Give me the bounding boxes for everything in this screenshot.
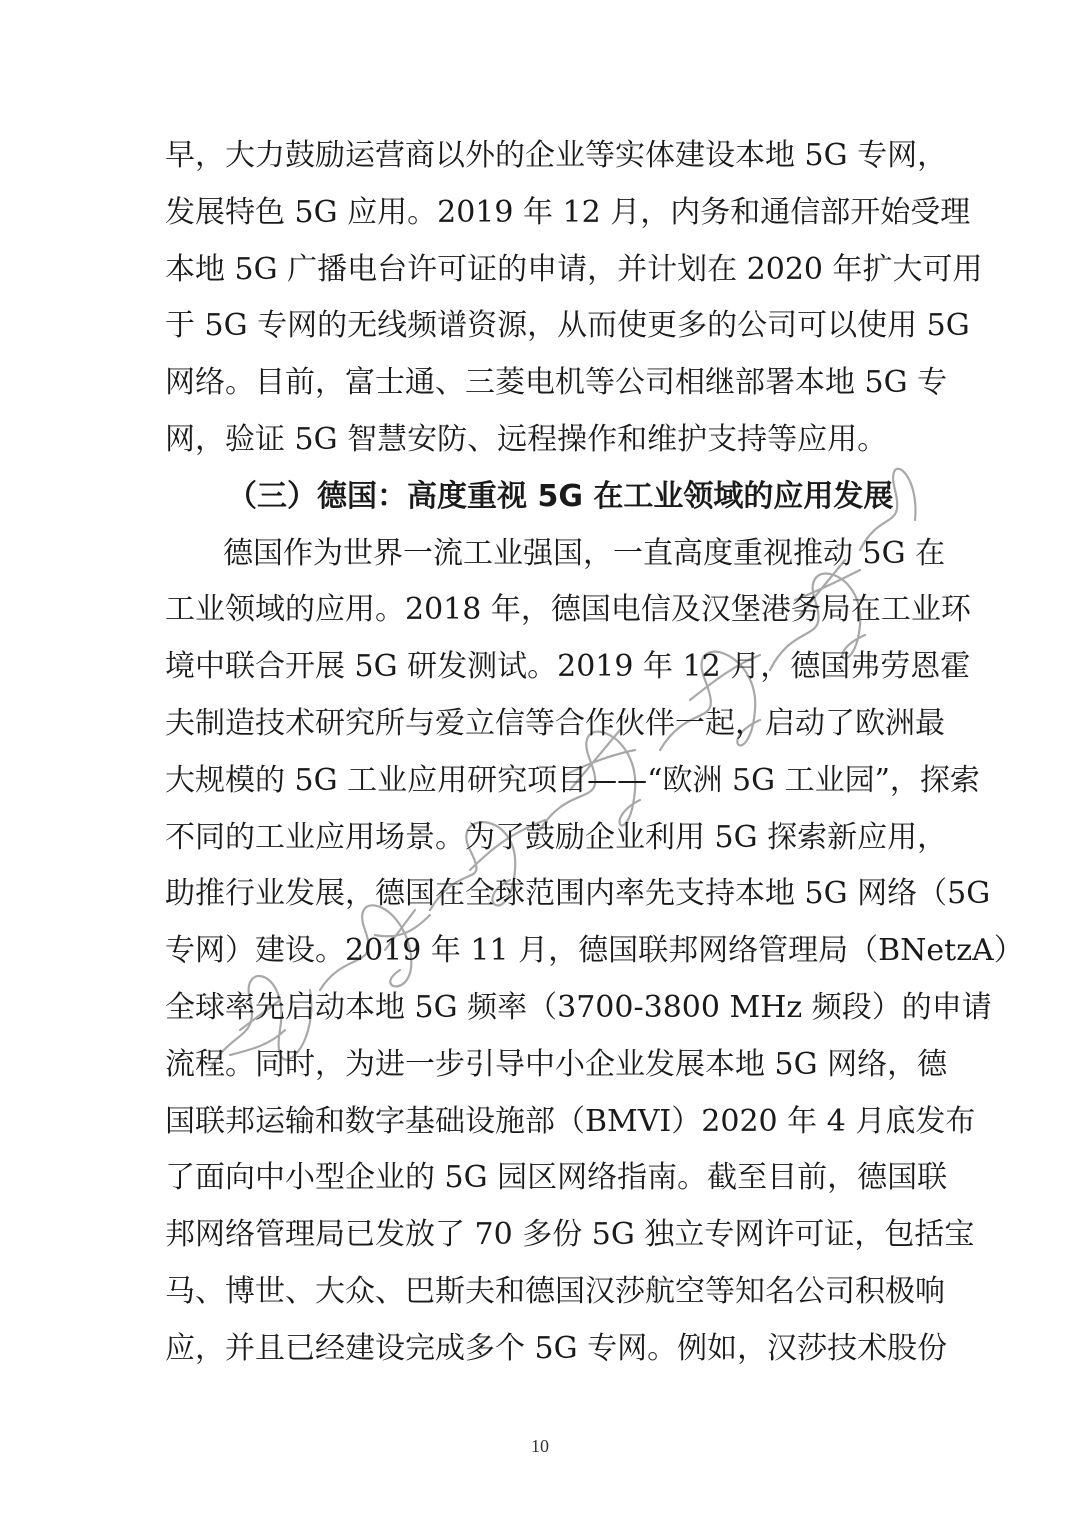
text-line: 马、博世、大众、巴斯夫和德国汉莎航空等知名公司积极响 — [165, 1273, 945, 1309]
text-line: 邦网络管理局已发放了 70 多份 5G 独立专网许可证，包括宝 — [165, 1217, 975, 1253]
text-line: 发展特色 5G 应用。2019 年 12 月，内务和通信部开始受理 — [165, 194, 971, 230]
text-line: 大规模的 5G 工业应用研究项目——“欧洲 5G 工业园”，探索 — [165, 762, 980, 798]
text-line: 应，并且已经建设完成多个 5G 专网。例如，汉莎技术股份 — [165, 1330, 948, 1366]
text-line: 德国作为世界一流工业强国，一直高度重视推动 5G 在 — [223, 535, 946, 571]
text-line: 不同的工业应用场景。为了鼓励企业利用 5G 探索新应用， — [165, 819, 948, 855]
text-line: 工业领域的应用。2018 年，德国电信及汉堡港务局在工业环 — [165, 592, 971, 628]
text-line: 境中联合开展 5G 研发测试。2019 年 12 月，德国弗劳恩霍 — [165, 649, 971, 685]
text-line: 专网）建设。2019 年 11 月，德国联邦网络管理局（BNetzA） — [165, 933, 1024, 969]
text-line: 流程。同时，为进一步引导中小企业发展本地 5G 网络，德 — [165, 1046, 948, 1082]
text-line: 全球率先启动本地 5G 频率（3700-3800 MHz 频段）的申请 — [165, 989, 992, 1025]
page-number: 10 — [531, 1436, 549, 1456]
text-line: 助推行业发展，德国在全球范围内率先支持本地 5G 网络（5G — [165, 876, 991, 912]
text-line: 网络。目前，富士通、三菱电机等公司相继部署本地 5G 专 — [165, 365, 948, 401]
text-line: 早，大力鼓励运营商以外的企业等实体建设本地 5G 专网， — [165, 138, 948, 173]
text-line: 于 5G 专网的无线频谱资源，从而使更多的公司可以使用 5G — [165, 308, 970, 344]
text-line: 网，验证 5G 智慧安防、远程操作和维护支持等应用。 — [165, 421, 888, 457]
text-line: 本地 5G 广播电台许可证的申请，并计划在 2020 年扩大可用 — [165, 251, 983, 287]
text-line: 了面向中小型企业的 5G 园区网络指南。截至目前，德国联 — [165, 1160, 948, 1196]
section-heading: （三）德国：高度重视 5G 在工业领域的应用发展 — [227, 478, 894, 514]
text-line: 夫制造技术研究所与爱立信等合作伙伴一起，启动了欧洲最 — [165, 705, 945, 741]
body-text — [165, 128, 1024, 1378]
text-line: 国联邦运输和数字基础设施部（BMVI）2020 年 4 月底发布 — [165, 1103, 976, 1139]
